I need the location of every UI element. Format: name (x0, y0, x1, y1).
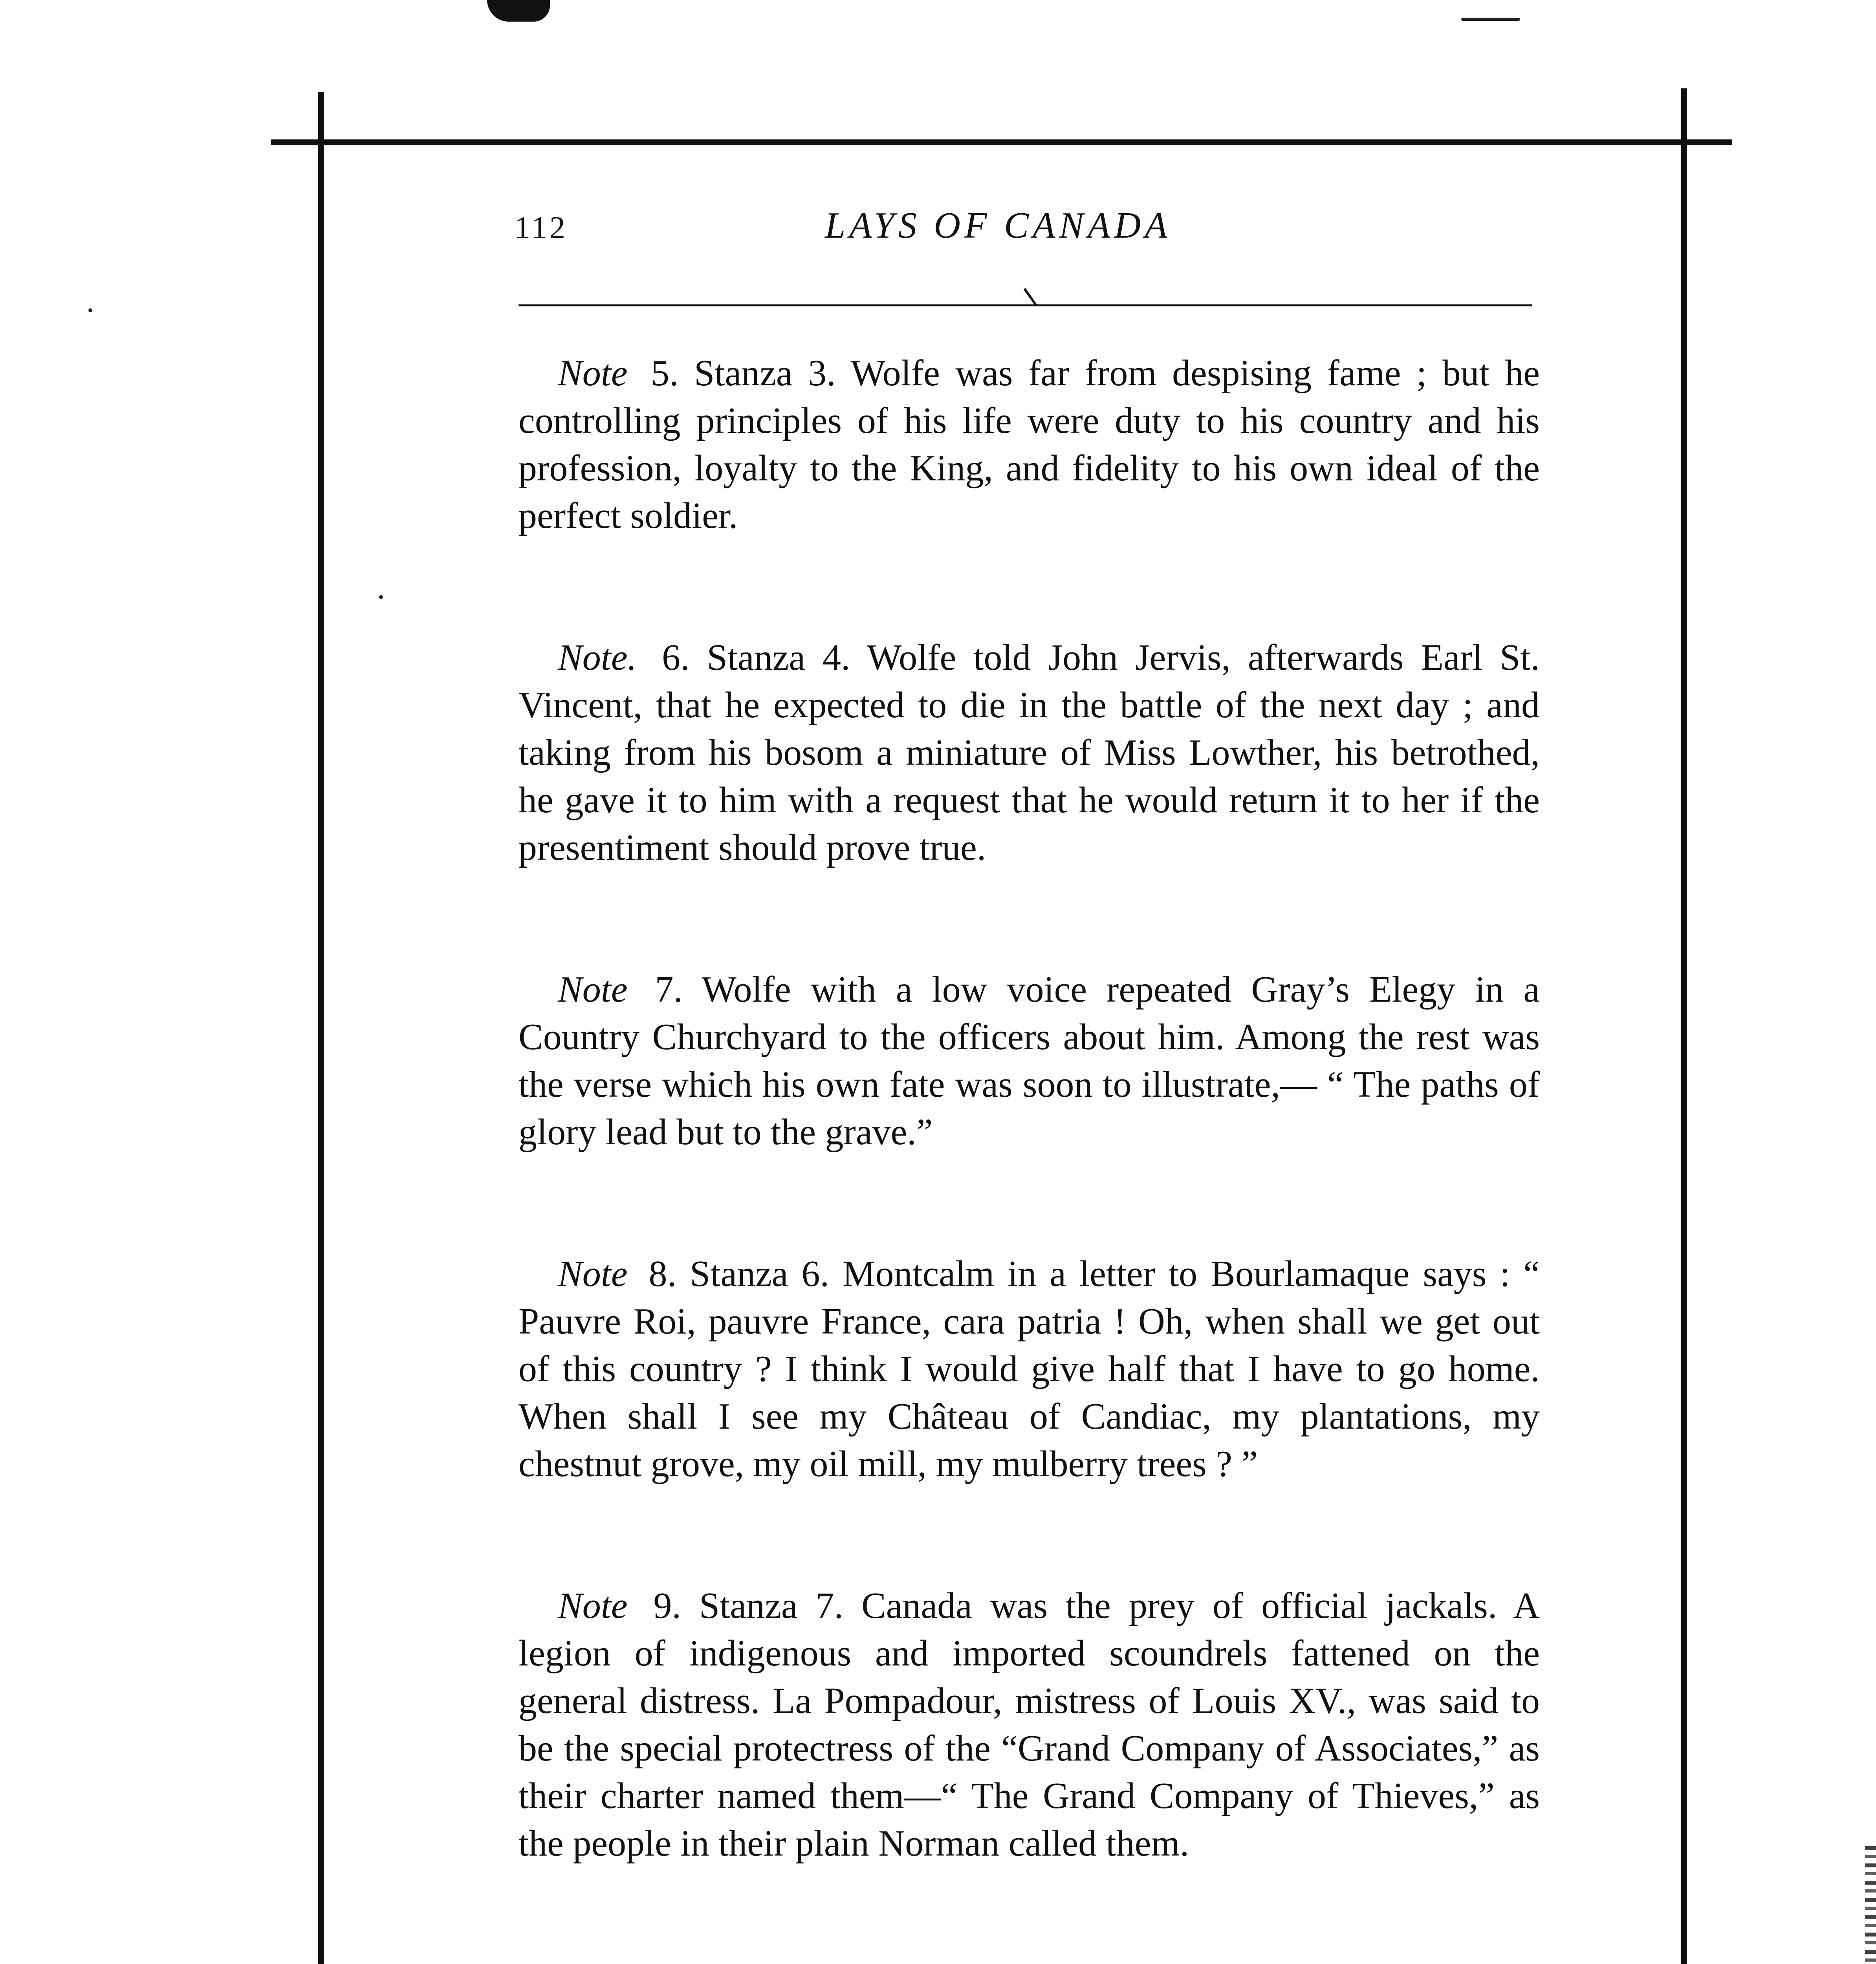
note-text: Stanza 3. Wolfe was far from despising fame ; but he controlling principles of his life were duty to his country and his profession, loyalty to the King, and fidelity to his own ideal of the perfect soldier. (518, 353, 1540, 536)
running-head: LAYS OF CANADA (825, 205, 1171, 246)
note-text: Stanza 6. Montcalm in a letter to Bourlamaque says : “ Pauvre Roi, pauvre France, cara patria ! Oh, when shall we get out of this country ? I think I would give half that I have to go home. When shall I see my Château of Candiac, my plantations, my chestnut grove, my oil mill, my mulberry trees ? ” (518, 1253, 1540, 1484)
note-9 (518, 1582, 1540, 1867)
scan-edge-mark (1461, 18, 1520, 21)
note-label: Note. (558, 637, 637, 678)
note-8 (518, 1250, 1540, 1488)
note-label: Note (558, 1585, 628, 1626)
frame-top-rule (271, 139, 1732, 145)
note-number: 8. (649, 1253, 676, 1294)
page-number: 112 (515, 211, 568, 245)
frame-left-rule (318, 92, 324, 1964)
note-5 (518, 350, 1540, 540)
notes-body (518, 350, 1540, 1962)
note-number: 6. (662, 637, 690, 678)
note-6 (518, 634, 1540, 872)
header-rule-mark (1024, 288, 1037, 306)
header-rule (518, 304, 1532, 306)
note-number: 9. (653, 1585, 682, 1626)
scan-edge-mark (487, 0, 550, 22)
note-text: Stanza 4. Wolfe told John Jervis, afterwards Earl St. Vincent, that he expected to die in the battle of the next day ; and taking from his bosom a miniature of Miss Lowther, his betrothed, he gave it to him with a request that he would return it to her if the presentiment should prove true. (518, 637, 1540, 868)
note-label: Note (558, 969, 628, 1010)
note-label: Note (558, 353, 628, 394)
scan-edge-noise (1865, 1846, 1876, 1964)
scan-speck (88, 308, 92, 312)
note-text: Stanza 7. Canada was the prey of official jackals. A legion of indigenous and imported scoundrels fattened on the general distress. La Pompadour, mistress of Louis XV., was said to be the special protectress of the “Grand Company of Associates,” as their charter named them—“ The Grand Company of Thieves,” as the people in their plain Norman called them. (518, 1585, 1540, 1864)
note-label: Note (558, 1253, 628, 1294)
note-number: 7. (655, 969, 683, 1010)
note-text: Wolfe with a low voice repeated Gray’s Elegy in a Country Churchyard to the officers about him. Among the rest was the verse which his own fate was soon to illustrate,— “ The paths of glory lead but to the grave.” (518, 969, 1540, 1152)
note-7 (518, 966, 1540, 1156)
note-number: 5. (651, 353, 679, 394)
frame-right-rule (1681, 88, 1687, 1964)
scan-speck (379, 595, 383, 599)
